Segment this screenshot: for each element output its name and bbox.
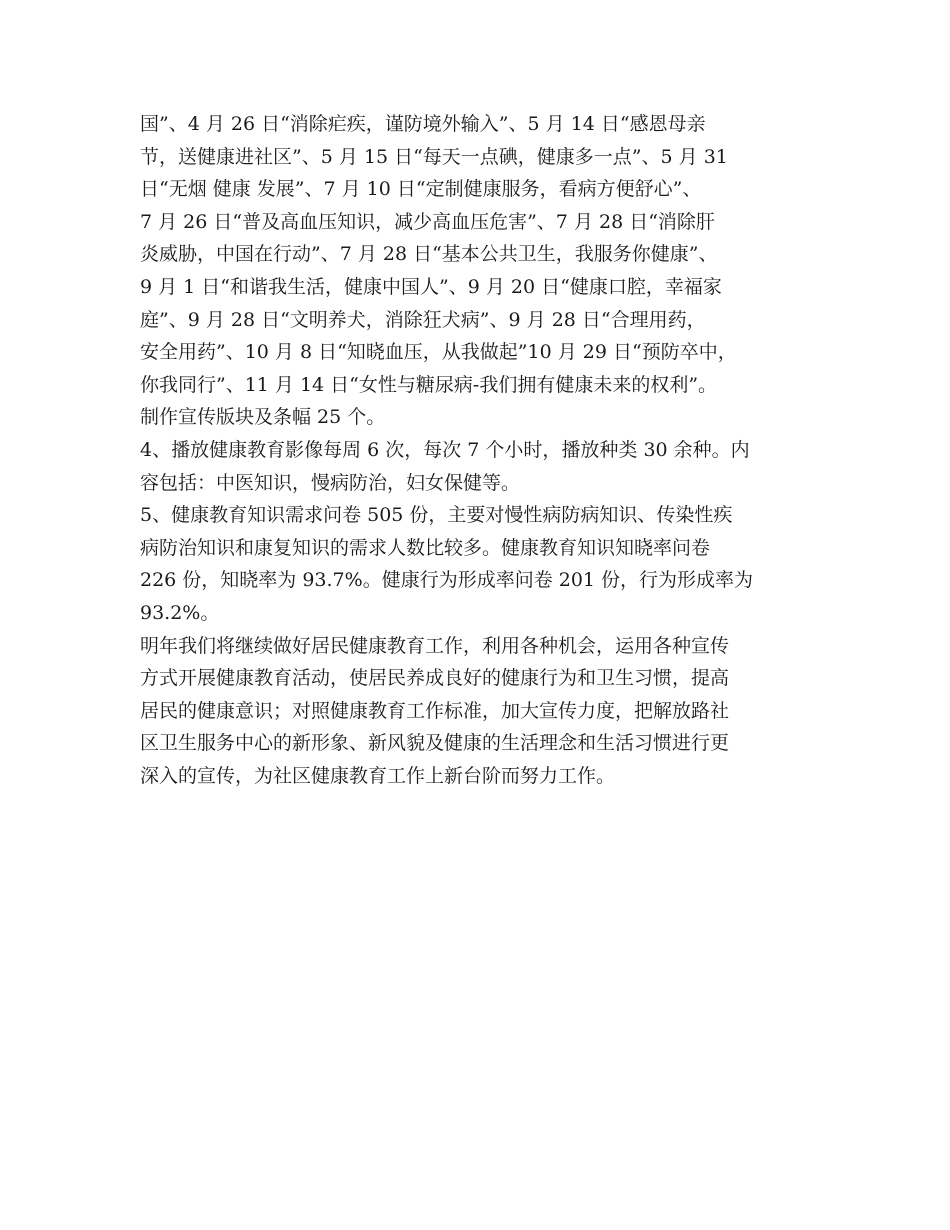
document-body	[140, 108, 830, 792]
text-line: 深入的宣传，为社区健康教育工作上新台阶而努力工作。	[140, 764, 616, 787]
text-line: 病防治知识和康复知识的需求人数比较多。健康教育知识知晓率问卷	[140, 536, 711, 559]
text-line: 炎威胁，中国在行动”、7 月 28 日“基本公共卫生，我服务你健康”、	[140, 243, 718, 266]
text-line: 安全用药”、10 月 8 日“知晓血压，从我做起”10 月 29 日“预防卒中，	[140, 341, 737, 364]
text-line: 庭”、9 月 28 日“文明养犬，消除狂犬病”、9 月 28 日“合理用药，	[140, 308, 706, 331]
text-line: 7 月 26 日“普及高血压知识，减少高血压危害”、7 月 28 日“消除肝	[140, 210, 715, 233]
text-line: 容包括：中医知识，慢病防治，妇女保健等。	[140, 471, 521, 494]
text-line: 明年我们将继续做好居民健康教育工作，利用各种机会，运用各种宣传	[140, 634, 730, 657]
text-line: 5、健康教育知识需求问卷 505 份，主要对慢性病防病知识、传染性疾	[140, 504, 733, 527]
text-line: 4、播放健康教育影像每周 6 次，每次 7 个小时，播放种类 30 余种。内	[140, 438, 750, 461]
text-line: 居民的健康意识；对照健康教育工作标准，加大宣传力度，把解放路社	[140, 699, 730, 722]
text-line: 226 份，知晓率为 93.7%。健康行为形成率问卷 201 份，行为形成率为	[140, 569, 754, 592]
text-line: 方式开展健康教育活动，使居民养成良好的健康行为和卫生习惯，提高	[140, 667, 730, 690]
text-line: 国”、4 月 26 日“消除疟疾，谨防境外输入”、5 月 14 日“感恩母亲	[140, 113, 706, 135]
text-line: 制作宣传版块及条幅 25 个。	[140, 406, 386, 429]
text-line: 日“无烟 健康 发展”、7 月 10 日“定制健康服务，看病方便舒心”、	[140, 178, 702, 201]
text-line: 节，送健康进社区”、5 月 15 日“每天一点碘，健康多一点”、5 月 31	[140, 145, 728, 168]
text-line: 93.2%。	[140, 601, 220, 624]
text-line: 9 月 1 日“和谐我生活，健康中国人”、9 月 20 日“健康口腔，幸福家	[140, 275, 722, 298]
text-line: 区卫生服务中心的新形象、新风貌及健康的生活理念和生活习惯进行更	[140, 732, 730, 755]
text-line: 你我同行”、11 月 14 日“女性与糖尿病-我们拥有健康未来的权利”。	[140, 373, 718, 396]
